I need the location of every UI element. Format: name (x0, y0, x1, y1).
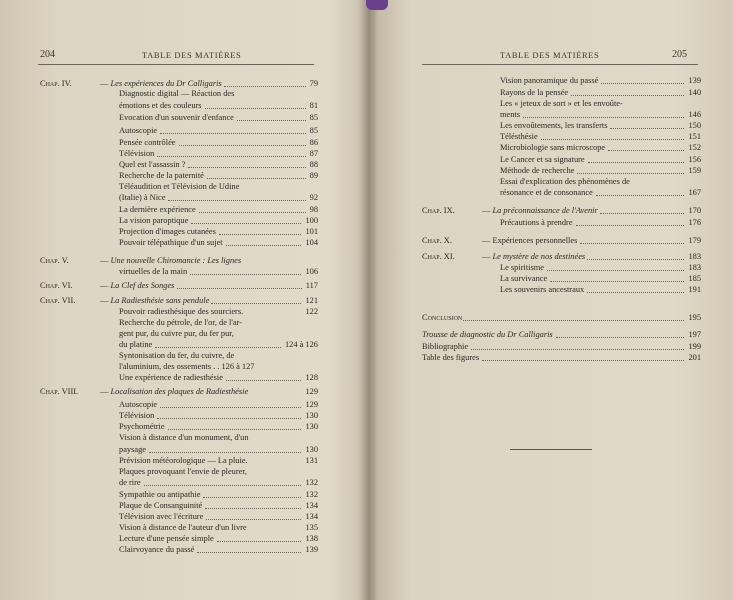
page-ref: 121 (305, 296, 318, 305)
running-header: TABLE DES MATIÈRES (142, 50, 242, 60)
dot-leader (571, 95, 684, 96)
toc-line (0, 351, 318, 361)
entry-title: l'aluminium, des ossements . . 126 à 127 (119, 362, 255, 371)
toc-line (0, 501, 318, 511)
dot-leader (188, 167, 305, 168)
entry-title: Télévision (119, 411, 155, 420)
dot-leader (191, 223, 301, 224)
page-ref: 100 (305, 216, 318, 225)
dot-leader (237, 120, 306, 121)
page-ref: 191 (688, 285, 701, 294)
toc-line (0, 113, 318, 123)
page-ref: 135 (305, 523, 318, 532)
toc-line (378, 166, 701, 176)
toc-line (0, 373, 318, 383)
page-ref: 124 à 126 (284, 340, 318, 349)
dot-leader (203, 497, 301, 498)
entry-title: Plaque de Consanguinité (119, 501, 203, 510)
toc-line (0, 545, 318, 555)
entry-title: Prévision météorologique — La pluie. (119, 456, 248, 465)
entry-title: Table des figures (422, 353, 480, 362)
toc-line (378, 110, 701, 120)
dot-leader (588, 162, 685, 163)
dot-leader (550, 281, 684, 282)
toc-line (0, 182, 318, 192)
chapter-label: Chap. IV. (40, 79, 72, 88)
toc-line (0, 387, 318, 397)
toc-line (378, 177, 701, 187)
toc-line (0, 238, 318, 248)
entry-title: Plaques provoquant l'envie de pleurer, (119, 467, 247, 476)
chapter-label: Chap. XI. (422, 252, 455, 261)
toc-line (378, 342, 701, 352)
left-page (0, 0, 360, 600)
page-ref: 139 (688, 76, 701, 85)
dot-leader (190, 274, 301, 275)
dot-leader (157, 418, 301, 419)
entry-title: Recherche du pétrole, de l'or, de l'ar- (119, 318, 242, 327)
dot-leader (168, 200, 305, 201)
dot-leader (207, 178, 306, 179)
toc-line (0, 149, 318, 159)
entry-title: — Le mystère de nos destinées (482, 252, 586, 261)
right-page (378, 0, 733, 600)
page-ref: 134 (305, 501, 318, 510)
entry-title: Vision à distance d'un monument, d'un (119, 433, 249, 442)
entry-title: Méthode de recherche (500, 166, 575, 175)
dot-leader (600, 213, 685, 214)
entry-title: Lecture d'une pensée simple (119, 534, 214, 543)
page-ref: 179 (688, 236, 701, 245)
entry-title: émotions et des couleurs (119, 101, 202, 110)
page-ref: 117 (305, 281, 318, 290)
toc-line (0, 318, 318, 328)
page-ref: 146 (688, 110, 701, 119)
chapter-label: Conclusion (422, 313, 463, 322)
toc-line (0, 534, 318, 544)
chapter-label: Chap. VI. (40, 281, 73, 290)
dot-leader (580, 243, 684, 244)
page-ref: 130 (305, 411, 318, 420)
toc-line (378, 218, 701, 228)
page-ref: 134 (305, 512, 318, 521)
entry-title: La dernière expérience (119, 205, 196, 214)
header-rule (422, 64, 698, 65)
toc-line (378, 121, 701, 131)
dot-leader (206, 519, 301, 520)
page-ref: 128 (305, 373, 318, 382)
page-ref: 79 (309, 79, 318, 88)
page-ref: 89 (309, 171, 318, 180)
dot-leader (224, 86, 306, 87)
entry-title: Rayons de la pensée (500, 88, 569, 97)
dot-leader (226, 245, 302, 246)
entry-title: — Expériences personnelles (482, 236, 578, 245)
toc-line (0, 329, 318, 339)
toc-line (378, 353, 701, 363)
toc-line (0, 478, 318, 488)
entry-title: virtuelles de la main (119, 267, 188, 276)
toc-line (0, 216, 318, 226)
entry-title: — La Radiesthésie sans pendule (100, 296, 210, 305)
dot-leader (547, 270, 684, 271)
page-ref: 199 (688, 342, 701, 351)
chapter-label: Chap. X. (422, 236, 452, 245)
entry-title: Pensée contrôlée (119, 138, 176, 147)
toc-line (378, 132, 701, 142)
page-ref: 87 (309, 149, 318, 158)
dot-leader (160, 133, 305, 134)
entry-title: Clairvoyance du passé (119, 545, 195, 554)
dot-leader (168, 429, 302, 430)
toc-line (0, 193, 318, 203)
page-ref: 167 (688, 188, 701, 197)
page-number: 204 (40, 49, 55, 60)
toc-line (378, 155, 701, 165)
dot-leader (226, 380, 302, 381)
toc-line (378, 143, 701, 153)
page-ref: 195 (688, 313, 701, 322)
toc-line (378, 76, 701, 86)
dot-leader (155, 347, 281, 348)
dot-leader (601, 83, 684, 84)
page-ref: 176 (688, 218, 701, 227)
entry-title: paysage (119, 445, 146, 454)
dot-leader (482, 360, 684, 361)
toc-line (0, 433, 318, 443)
entry-title: Précautions à prendre (500, 218, 573, 227)
toc-line (0, 456, 318, 466)
page-ref: 131 (305, 456, 318, 465)
dot-leader (157, 156, 305, 157)
entry-title: Pouvoir radiesthésique des sourciers. (119, 307, 244, 316)
entry-title: Quel est l'assassin ? (119, 160, 186, 169)
entry-title: Téléaudition et Télévision de Udine (119, 182, 240, 191)
entry-title: — Localisation des plaques de Radiesthésie (100, 387, 249, 396)
entry-title: Autoscopie (119, 126, 158, 135)
dot-leader (179, 145, 306, 146)
entry-title: Diagnostic digital — Réaction des (119, 89, 235, 98)
dot-leader (556, 337, 685, 338)
toc-line (0, 160, 318, 170)
toc-line (0, 296, 318, 306)
entry-title: (Italie) à Nice (119, 193, 166, 202)
toc-line (0, 267, 318, 277)
page-ref: 85 (309, 113, 318, 122)
page-ref: 88 (309, 160, 318, 169)
entry-title: Syntonisation du fer, du cuivre, de (119, 351, 235, 360)
chapter-label: Chap. VIII. (40, 387, 79, 396)
page-ref: 140 (688, 88, 701, 97)
toc-line (0, 411, 318, 421)
toc-line (378, 252, 701, 262)
entry-title: Microbiologie sans microscope (500, 143, 606, 152)
page-ref: 85 (309, 126, 318, 135)
toc-line (0, 205, 318, 215)
running-header: TABLE DES MATIÈRES (500, 50, 600, 60)
page-ref: 86 (309, 138, 318, 147)
page-ref: 129 (305, 387, 318, 396)
page-ref: 132 (305, 478, 318, 487)
page-ref: 104 (305, 238, 318, 247)
page-ref: 101 (305, 227, 318, 236)
dot-leader (471, 349, 684, 350)
toc-line (0, 171, 318, 181)
entry-title: Autoscopie (119, 400, 158, 409)
dot-leader (205, 108, 306, 109)
entry-title: Les « jeteux de sort » et les envoûte- (500, 99, 623, 108)
entry-title: Recherche de la paternité (119, 171, 204, 180)
page-ref: 183 (688, 252, 701, 261)
header-rule (38, 64, 314, 65)
dot-leader (211, 303, 301, 304)
entry-title: — Une nouvelle Chiromancie : Les lignes (100, 256, 242, 265)
dot-leader (149, 452, 301, 453)
chapter-label: Chap. VII. (40, 296, 76, 305)
dot-leader (577, 173, 684, 174)
dot-leader (144, 485, 302, 486)
page-ref: 139 (305, 545, 318, 554)
page-ref: 81 (309, 101, 318, 110)
toc-line (0, 79, 318, 89)
dot-leader (217, 541, 302, 542)
chapter-label: Chap. IX. (422, 206, 455, 215)
entry-title: Psychométrie (119, 422, 165, 431)
toc-line (0, 400, 318, 410)
dot-leader (610, 128, 684, 129)
toc-line (0, 422, 318, 432)
page-ref: 98 (309, 205, 318, 214)
toc-line (0, 467, 318, 477)
entry-title: Trousse de diagnostic du Dr Calligaris (422, 330, 553, 339)
entry-title: ments (500, 110, 521, 119)
toc-line (0, 101, 318, 111)
entry-title: Bibliographie (422, 342, 469, 351)
entry-title: Le spiritisme (500, 263, 544, 272)
toc-line (0, 138, 318, 148)
dot-leader (523, 117, 684, 118)
entry-title: La survivance (500, 274, 548, 283)
page-ref: 92 (309, 193, 318, 202)
page-ref: 197 (688, 330, 701, 339)
page-ref: 130 (305, 445, 318, 454)
dot-leader (199, 212, 306, 213)
entry-title: Une expérience de radiesthésie (119, 373, 223, 382)
dot-leader (608, 150, 684, 151)
entry-title: Sympathie ou antipathie (119, 490, 201, 499)
dot-leader (596, 195, 685, 196)
toc-line (378, 88, 701, 98)
page-ref: 156 (688, 155, 701, 164)
toc-line (0, 340, 318, 350)
entry-title: Vision panoramique du passé (500, 76, 599, 85)
toc-line (378, 313, 701, 323)
page-ref: 152 (688, 143, 701, 152)
entry-title: Vision à distance de l'auteur d'un livre (119, 523, 247, 532)
entry-title: gent pur, du cuivre pur, du fer pur, (119, 329, 234, 338)
toc-line (0, 126, 318, 136)
toc-line (0, 281, 318, 291)
dot-leader (576, 225, 685, 226)
toc-line (0, 523, 318, 533)
page-ref: 170 (688, 206, 701, 215)
entry-title: — La préconnaissance de l'Avenir (482, 206, 598, 215)
page-ref: 159 (688, 166, 701, 175)
page-ref: 106 (305, 267, 318, 276)
entry-title: Les envoûtements, les transferts (500, 121, 608, 130)
dot-leader (541, 139, 685, 140)
entry-title: Evocation d'un souvenir d'enfance (119, 113, 234, 122)
entry-title: — La Clef des Songes (100, 281, 175, 290)
entry-title: Le Cancer et sa signature (500, 155, 585, 164)
closing-rule (510, 449, 592, 450)
entry-title: La vision paroptique (119, 216, 189, 225)
page-ref: 185 (688, 274, 701, 283)
entry-title: — Les expériences du Dr Calligaris (100, 79, 222, 88)
dot-leader (463, 320, 684, 321)
book-gutter (358, 0, 378, 600)
entry-title: du platine (119, 340, 153, 349)
dot-leader (160, 407, 301, 408)
entry-title: de rire (119, 478, 141, 487)
toc-line (378, 236, 701, 246)
entry-title: Les souvenirs ancestraux (500, 285, 585, 294)
toc-line (378, 285, 701, 295)
entry-title: Télévision (119, 149, 155, 158)
entry-title: Essai d'explication des phénomènes de (500, 177, 630, 186)
toc-line (0, 445, 318, 455)
toc-line (0, 512, 318, 522)
entry-title: Télésthésie (500, 132, 538, 141)
entry-title: Projection d'images cutanées (119, 227, 216, 236)
page-ref: 132 (305, 490, 318, 499)
chapter-label: Chap. V. (40, 256, 69, 265)
dot-leader (587, 259, 684, 260)
dot-leader (205, 508, 301, 509)
page-ref: 150 (688, 121, 701, 130)
entry-title: Pouvoir télépathique d'un sujet (119, 238, 223, 247)
toc-line (378, 188, 701, 198)
toc-line (378, 99, 701, 109)
entry-title: Télévision avec l'écriture (119, 512, 204, 521)
toc-line (0, 362, 318, 372)
entry-title: résonance et de consonance (500, 188, 593, 197)
toc-line (0, 227, 318, 237)
page-ref: 129 (305, 400, 318, 409)
page-ref: 201 (688, 353, 701, 362)
toc-line (0, 89, 318, 99)
page-ref: 151 (688, 132, 701, 141)
toc-line (0, 256, 318, 266)
toc-line (0, 307, 318, 317)
toc-line (378, 330, 701, 340)
dot-leader (177, 288, 302, 289)
dot-leader (219, 234, 302, 235)
page-ref: 138 (305, 534, 318, 543)
toc-line (378, 206, 701, 216)
page-ref: 122 (305, 307, 318, 316)
dot-leader (197, 552, 301, 553)
toc-line (0, 490, 318, 500)
page-ref: 130 (305, 422, 318, 431)
toc-line (378, 263, 701, 273)
page-ref: 183 (688, 263, 701, 272)
toc-line (378, 274, 701, 284)
page-number: 205 (672, 49, 687, 60)
dot-leader (587, 292, 684, 293)
